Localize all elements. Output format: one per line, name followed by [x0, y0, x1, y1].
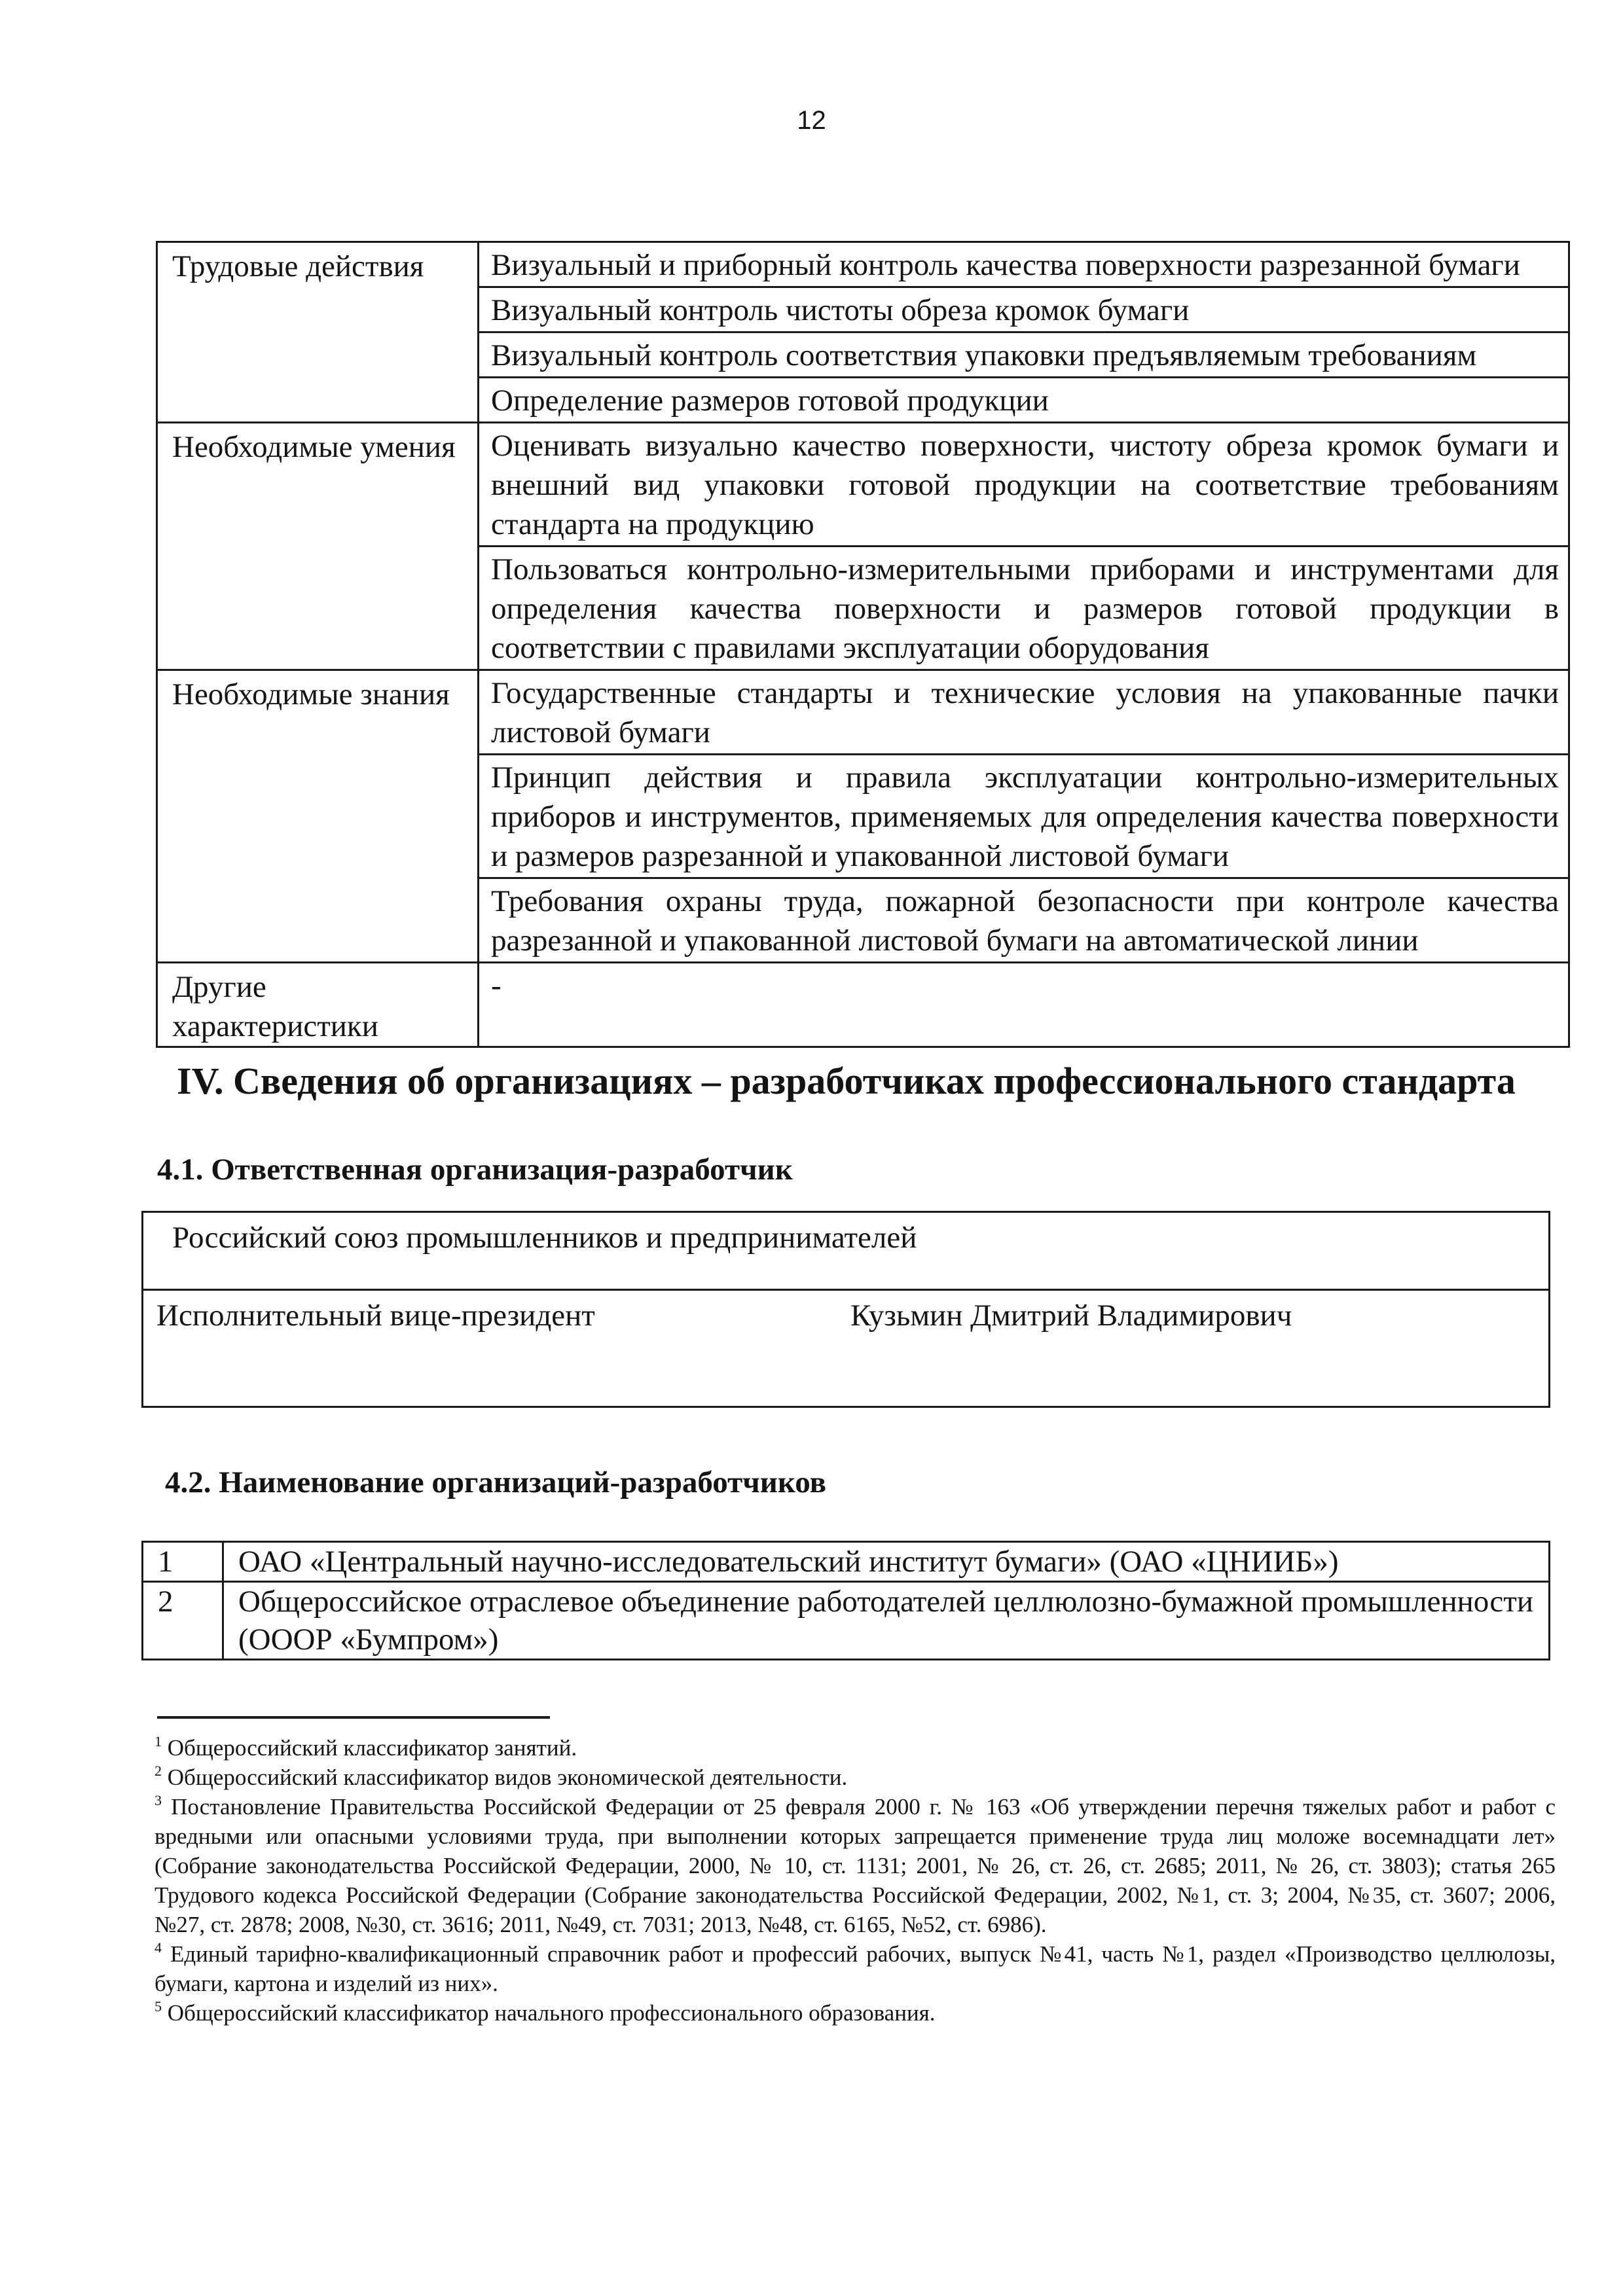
table-row — [157, 332, 1569, 378]
responsible-organization-table — [141, 1211, 1550, 1408]
footnote-mark: 5 — [155, 1998, 162, 2015]
row-label-continuation — [157, 287, 479, 332]
table-cell: Государственные стандарты и технические условия на упакованные пачки листовой бумаги — [479, 670, 1569, 755]
section-heading: IV. Сведения об организациях – разработчиках профессионального стандарта — [177, 1060, 1516, 1102]
competency-table — [156, 241, 1570, 1048]
table-row — [143, 1290, 1550, 1407]
row-label: Другие характеристики — [157, 963, 479, 1047]
footnote-mark: 1 — [155, 1733, 162, 1749]
footnote-mark: 3 — [155, 1792, 162, 1808]
table-row — [157, 423, 1569, 547]
row-number: 1 — [143, 1542, 223, 1582]
footnote-text: Общероссийский классификатор начального профессионального образования. — [167, 2000, 936, 2026]
table-row — [157, 242, 1569, 287]
footnote-text: Постановление Правительства Российской Федерации от 25 февраля 2000 г. № 163 «Об утверждении перечня тяжелых работ и работ с вредными или опасными условиями труда, при выполнении которых запрещается применение труда лиц моложе восемнадцати лет» (Собрание законодательства Российской Федерации, 2000, № 10, ст. 1131; 2001, № 26, ст. 26, ст. 2685; 2011, № 26, ст. 3803); статья 265 Трудового кодекса Российской Федерации (Собрание законодательства Российской Федерации, 2002, №1, ст. 3; 2004, №35, ст. 3607; 2006, №27, ст. 2878; 2008, №30, ст. 3616; 2011, №49, ст. 7031; 2013, №48, ст. 6165, №52, ст. 6986). — [155, 1794, 1556, 1937]
row-label: Необходимые умения — [157, 423, 479, 547]
subsection-heading-4-1: 4.1. Ответственная организация-разработчик — [157, 1153, 793, 1187]
table-row — [143, 1582, 1550, 1660]
developer-organizations-table — [141, 1541, 1550, 1660]
signatory-position: Исполнительный вице-президент — [156, 1299, 595, 1333]
table-cell: Визуальный контроль чистоты обреза кромок бумаги — [479, 287, 1569, 332]
organization-name: Общероссийское отраслевое объединение работодателей целлюлозно-бумажной промышленности (ОООР «Бумпром») — [223, 1582, 1550, 1660]
page-number: 12 — [797, 106, 826, 135]
row-label: Трудовые действия — [157, 242, 479, 287]
table-row — [157, 755, 1569, 878]
row-label-continuation — [157, 755, 479, 878]
table-cell: Принцип действия и правила эксплуатации контрольно-измерительных приборов и инструментов, применяемых для определения качества поверхности и размеров разрезанной и упакованной листовой бумаги — [479, 755, 1569, 878]
row-label-continuation — [157, 332, 479, 378]
signatory-name: Кузьмин Дмитрий Владимирович — [850, 1299, 1292, 1333]
table-row — [157, 547, 1569, 670]
row-number: 2 — [143, 1582, 223, 1660]
table-cell: Пользоваться контрольно-измерительными приборами и инструментами для определения качества поверхности и размеров готовой продукции в соответствии с правилами эксплуатации оборудования — [479, 547, 1569, 670]
table-cell: Определение размеров готовой продукции — [479, 378, 1569, 423]
footnotes — [155, 1733, 1556, 2028]
footnote — [155, 1763, 1556, 1792]
row-label: Необходимые знания — [157, 670, 479, 755]
table-cell: - — [479, 963, 1569, 1047]
table-row — [143, 1212, 1550, 1290]
table-row — [157, 670, 1569, 755]
footnote-mark: 2 — [155, 1763, 162, 1779]
table-row — [157, 287, 1569, 332]
signatory-cell — [143, 1290, 1550, 1407]
table-cell: Визуальный и приборный контроль качества поверхности разрезанной бумаги — [479, 242, 1569, 287]
table-cell: Визуальный контроль соответствия упаковки предъявляемым требованиям — [479, 332, 1569, 378]
row-label-continuation — [157, 547, 479, 670]
organization-name: Российский союз промышленников и предпринимателей — [143, 1212, 1550, 1290]
footnote-text: Общероссийский классификатор занятий. — [167, 1735, 577, 1761]
table-cell: Требования охраны труда, пожарной безопасности при контроле качества разрезанной и упакованной листовой бумаги на автоматической линии — [479, 878, 1569, 963]
footnote-separator — [157, 1716, 550, 1719]
table-cell: Оценивать визуально качество поверхности, чистоту обреза кромок бумаги и внешний вид упаковки готовой продукции на соответствие требованиям стандарта на продукцию — [479, 423, 1569, 547]
organization-name: ОАО «Центральный научно-исследовательский институт бумаги» (ОАО «ЦНИИБ») — [223, 1542, 1550, 1582]
row-label-continuation — [157, 378, 479, 423]
footnote-text: Общероссийский классификатор видов экономической деятельности. — [167, 1765, 848, 1790]
table-row — [157, 378, 1569, 423]
row-label-continuation — [157, 878, 479, 963]
footnote — [155, 1939, 1556, 1998]
footnote-text: Единый тарифно-квалификационный справочник работ и профессий рабочих, выпуск №41, часть №1, раздел «Производство целлюлозы, бумаги, картона и изделий из них». — [155, 1941, 1556, 1996]
subsection-heading-4-2: 4.2. Наименование организаций-разработчиков — [165, 1465, 827, 1499]
footnote — [155, 1998, 1556, 2028]
table-row — [143, 1542, 1550, 1582]
footnote — [155, 1733, 1556, 1763]
table-row — [157, 963, 1569, 1047]
footnote-mark: 4 — [155, 1939, 162, 1956]
table-row — [157, 878, 1569, 963]
footnote — [155, 1792, 1556, 1939]
